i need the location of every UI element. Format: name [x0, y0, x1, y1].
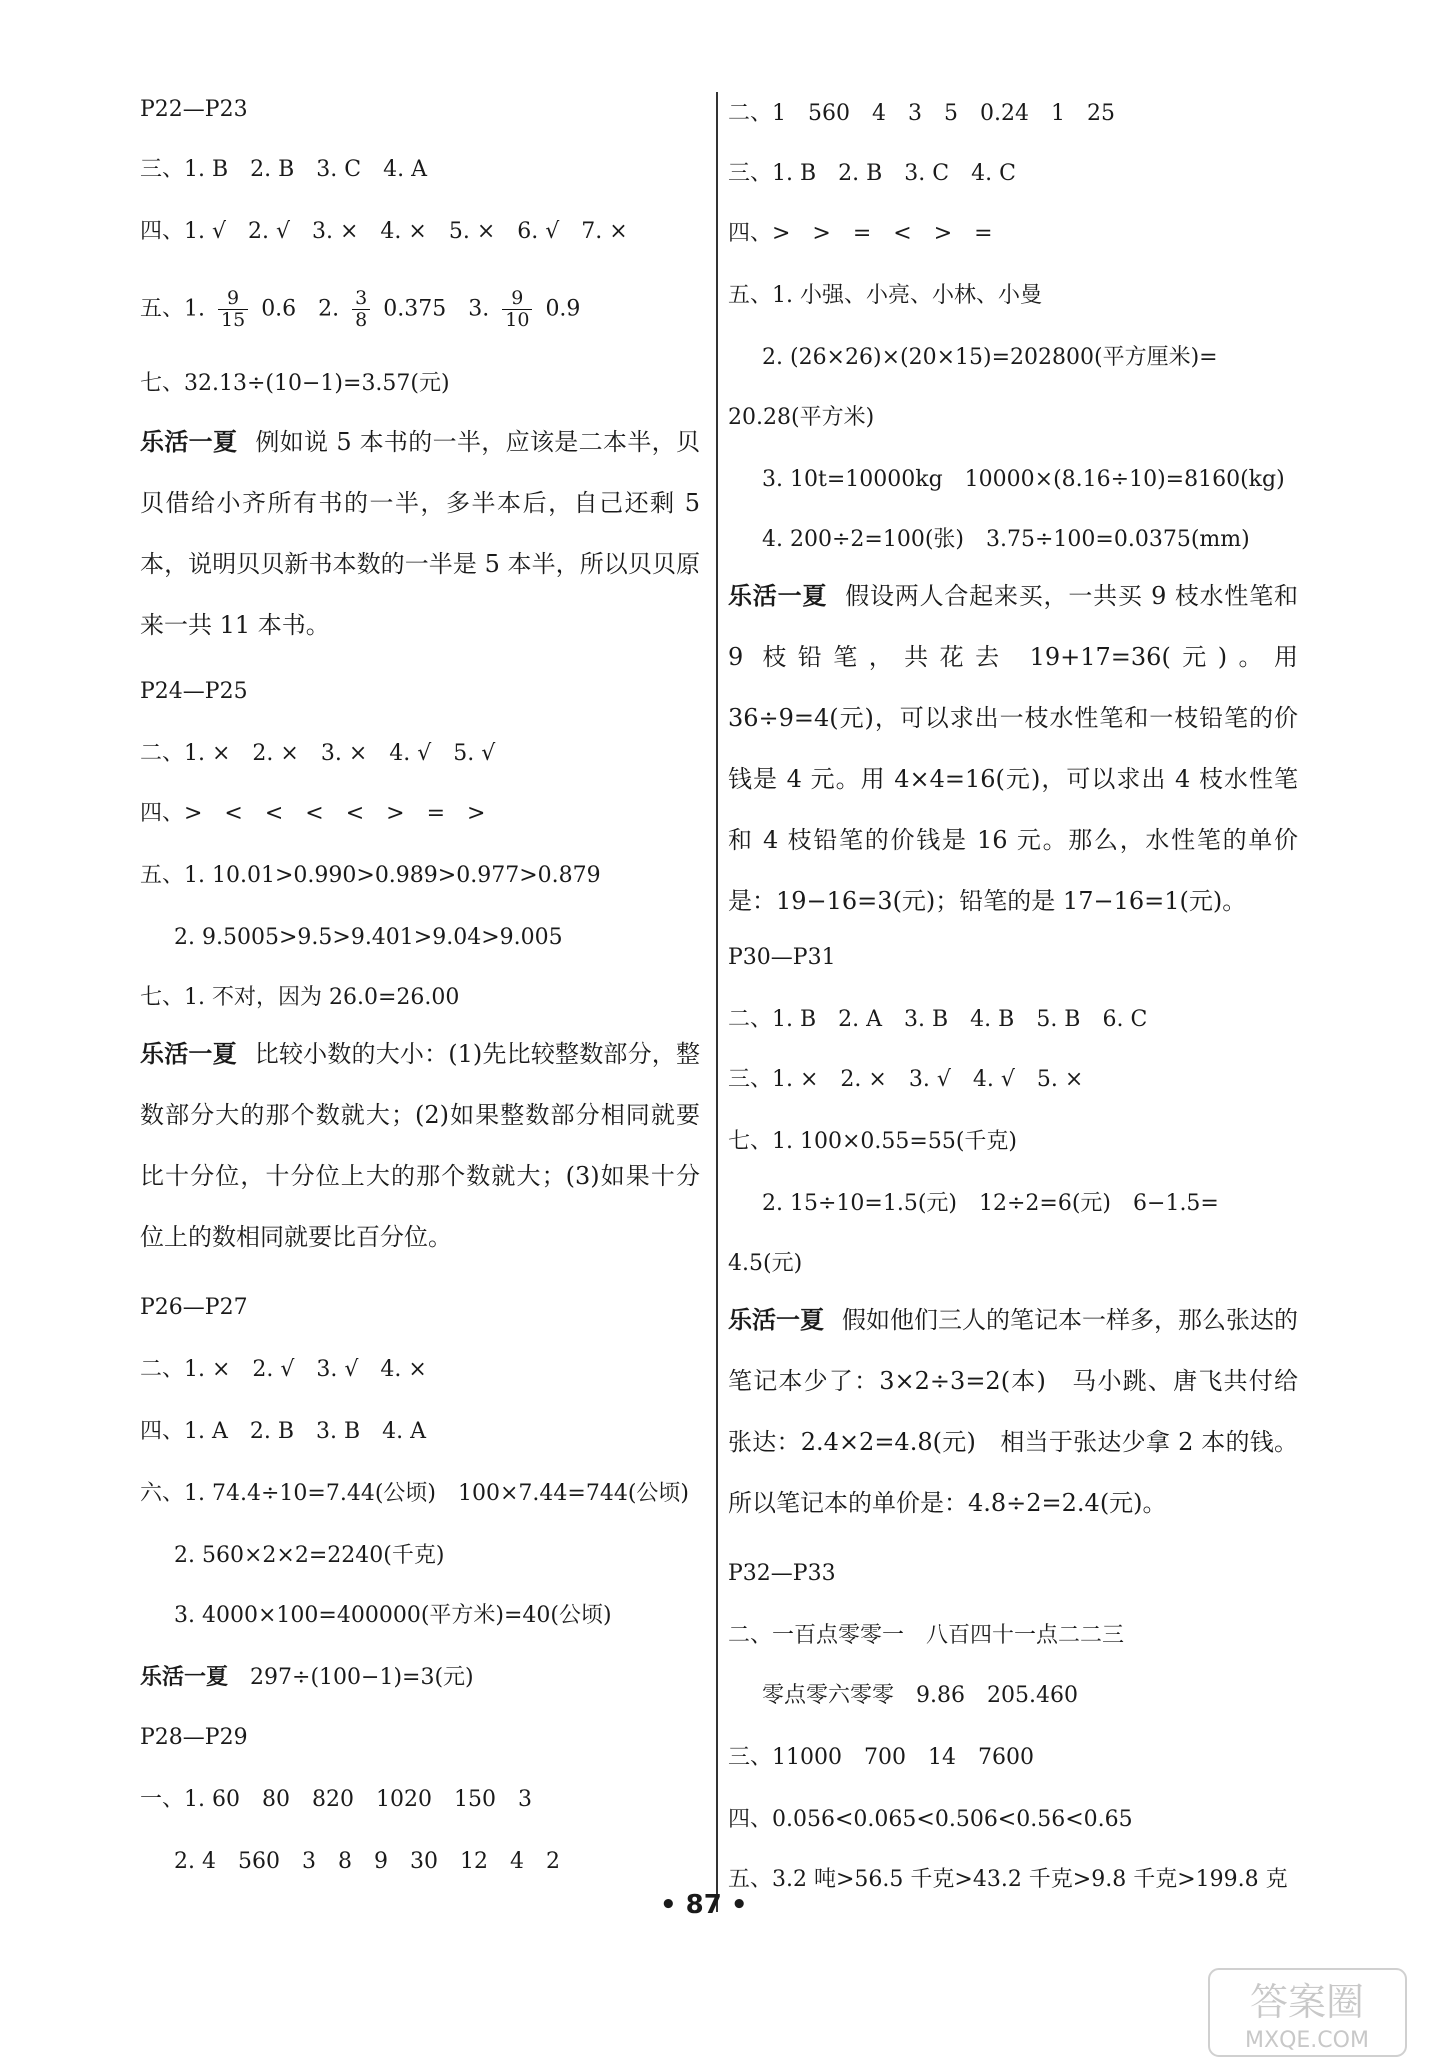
- answer-line: 2. 15÷10=1.5(元) 12÷2=6(元) 6−1.5=: [762, 1191, 1219, 1216]
- answer-line: 四、1. √ 2. √ 3. × 4. × 5. × 6. √ 7. ×: [140, 219, 628, 244]
- section-heading: P30—P31: [728, 945, 836, 970]
- fraction: $\frac{3}{8}$: [352, 288, 370, 331]
- watermark-logo: [1205, 1965, 1410, 2060]
- section-heading: P22—P23: [140, 97, 248, 122]
- fun-summer-paragraph: 乐活一夏 假如他们三人的笔记本一样多，那么张达的笔记本少了：3×2÷3=2(本) 马小跳、唐飞共付给张达：2.4×2=4.8(元) 相当于张达少拿 2 本的钱。所以笔记本的单价是：4.8÷2=2.4(元)。: [728, 1306, 1298, 1517]
- answer-line: 2. 4 560 3 8 9 30 12 4 2: [174, 1849, 560, 1874]
- answer-line: 二、1. B 2. A 3. B 4. B 5. B 6. C: [728, 1007, 1148, 1032]
- answer-line: 四、0.056<0.065<0.506<0.56<0.65: [728, 1807, 1133, 1832]
- answer-line: 三、1. B 2. B 3. C 4. C: [728, 161, 1016, 186]
- answer-line: 3. 4000×100=400000(平方米)=40(公顷): [174, 1603, 612, 1628]
- answer-line: 七、32.13÷(10−1)=3.57(元): [140, 371, 450, 396]
- answer-line: 3. 10t=10000kg 10000×(8.16÷10)=8160(kg): [762, 467, 1285, 492]
- answer-line: 二、1. × 2. √ 3. √ 4. ×: [140, 1357, 427, 1382]
- fraction-prefix: 五、1.: [140, 296, 205, 322]
- answer-line: 五、1. 10.01>0.990>0.989>0.977>0.879: [140, 863, 601, 888]
- fun-summer-label: 乐活一夏: [728, 582, 828, 610]
- answer-line: 2. 560×2×2=2240(千克): [174, 1543, 445, 1568]
- answer-line: 四、> < < < < > = >: [140, 801, 486, 826]
- answer-line: 三、11000 700 14 7600: [728, 1745, 1034, 1770]
- answer-line: 2. 9.5005>9.5>9.401>9.04>9.005: [174, 925, 563, 950]
- section-heading: P32—P33: [728, 1561, 836, 1586]
- answer-line: 4. 200÷2=100(张) 3.75÷100=0.0375(mm): [762, 527, 1250, 552]
- answer-line: 二、一百点零零一 八百四十一点二二三: [728, 1623, 1125, 1648]
- section-heading: P24—P25: [140, 679, 248, 704]
- answer-line: 七、1. 不对，因为 26.0=26.00: [140, 985, 460, 1010]
- svg-text:答案圈: 答案圈: [1249, 1980, 1365, 2024]
- fun-summer-label: 乐活一夏: [140, 1665, 229, 1690]
- fun-summer-label: 乐活一夏: [140, 428, 238, 456]
- svg-text:MXQE.COM: MXQE.COM: [1245, 2028, 1369, 2053]
- answer-line: 4.5(元): [728, 1251, 803, 1276]
- page-number: • 87 •: [660, 1890, 748, 1920]
- answer-line: 四、> > = < > =: [728, 221, 993, 246]
- section-heading: P26—P27: [140, 1295, 248, 1320]
- answer-line: 四、1. A 2. B 3. B 4. A: [140, 1419, 427, 1444]
- answer-line: 二、1 560 4 3 5 0.24 1 25: [728, 101, 1115, 126]
- fun-summer-label: 乐活一夏: [140, 1040, 237, 1068]
- fun-summer-paragraph: 乐活一夏 例如说 5 本书的一半，应该是二本半，贝贝借给小齐所有书的一半，多半本后，自己还剩 5 本，说明贝贝新书本数的一半是 5 本半，所以贝贝原来一共 11 本书。: [140, 428, 700, 639]
- answer-line: 20.28(平方米): [728, 405, 875, 430]
- section-heading: P28—P29: [140, 1725, 248, 1750]
- answer-line: 五、3.2 吨>56.5 千克>43.2 千克>9.8 千克>199.8 克: [728, 1867, 1288, 1892]
- answer-line: 三、1. × 2. × 3. √ 4. √ 5. ×: [728, 1067, 1084, 1092]
- answer-line: 六、1. 74.4÷10=7.44(公顷) 100×7.44=744(公顷): [140, 1481, 689, 1506]
- fraction: $\frac{9}{15}$: [218, 288, 248, 331]
- fraction: $\frac{9}{10}$: [502, 288, 532, 331]
- answer-line: 三、1. B 2. B 3. C 4. A: [140, 157, 427, 182]
- fun-summer-label: 乐活一夏: [728, 1306, 824, 1334]
- fun-summer-paragraph: 乐活一夏 比较小数的大小：(1)先比较整数部分，整数部分大的那个数就大；(2)如果整数部分相同就要比十分位，十分位上大的那个数就大；(3)如果十分位上的数相同就要比百分位。: [140, 1040, 700, 1251]
- fun-summer-line: 乐活一夏 297÷(100−1)=3(元): [140, 1665, 474, 1690]
- answer-line: 零点零六零零 9.86 205.460: [762, 1683, 1078, 1708]
- fun-summer-paragraph: 乐活一夏 假设两人合起来买，一共买 9 枝水性笔和 9 枝铅笔，共花去 19+17=36(元)。用 36÷9=4(元)，可以求出一枝水性笔和一枝铅笔的价钱是 4 元。用 4×4=16(元)，可以求出 4 枝水性笔和 4 枝铅笔的价钱是 16 元。那么，水性笔的单价是：19−16=3(元)；铅笔的是 17−16=1(元)。: [728, 582, 1299, 915]
- answer-line-fractions: 五、1. $\frac{9}{15}$ 0.6 2. $\frac{3}{8}$ 0.375 3. $\frac{9}{10}$ 0.9: [140, 287, 581, 331]
- answer-line: 二、1. × 2. × 3. × 4. √ 5. √: [140, 741, 496, 766]
- answer-line: 五、1. 小强、小亮、小林、小曼: [728, 283, 1042, 308]
- column-divider: [716, 92, 718, 1912]
- answer-line: 七、1. 100×0.55=55(千克): [728, 1129, 1017, 1154]
- answer-line: 2. (26×26)×(20×15)=202800(平方厘米)=: [762, 345, 1218, 370]
- answer-line: 一、1. 60 80 820 1020 150 3: [140, 1787, 532, 1812]
